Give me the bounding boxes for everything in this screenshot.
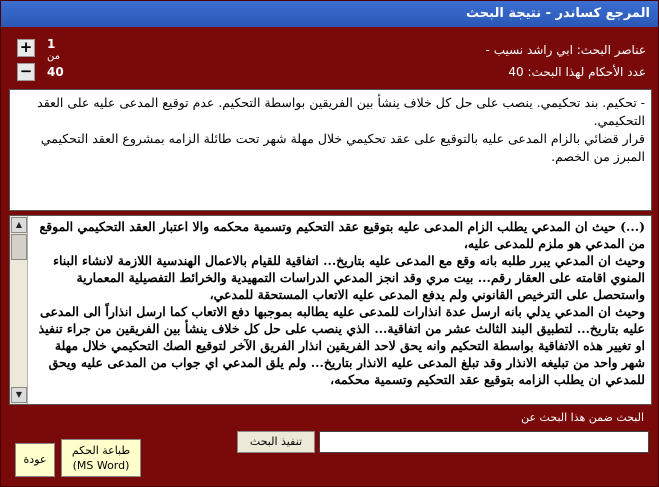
fulltext-paragraph: (...) حيث ان المدعي يطلب الزام المدعى عليه بتوقيع عقد التحكيم وتسمية محكمه والا اعتبار العقد التحكيمي الموقع من المدعي هو ملزم للمدعى عليه، (39, 219, 645, 251)
print-button-format: (MS Word) (72, 459, 130, 472)
scroll-up-arrow-icon[interactable]: ▲ (11, 217, 27, 233)
search-info (246, 39, 646, 83)
next-result-button[interactable]: + (17, 39, 35, 57)
fulltext-scrollbar[interactable] (10, 216, 28, 404)
window-title: المرجع كساندر - نتيجة البحث (1, 1, 658, 27)
search-info-panel (7, 31, 654, 83)
previous-result-button[interactable]: − (17, 63, 35, 81)
summary-paragraph: - تحكيم. بند تحكيمي. ينصب على حل كل خلاف ينشأ بين الفريقين بواسطة التحكيم. عدم توقيع المدعى عليه على العقد التحكيمي. (37, 95, 645, 128)
scroll-thumb[interactable] (11, 234, 27, 260)
search-elements-text: عناصر البحث: ابي راشد نسيب - (485, 43, 646, 57)
fulltext-content (30, 216, 651, 404)
scroll-down-arrow-icon[interactable]: ▼ (11, 387, 27, 403)
summary-paragraph: قرار قضائي بالزام المدعى عليه بالتوقيع على عقد تحكيمي خلال مهلة شهر تحت طائلة الزامه بمشروع العقد التحكيمي المبرز من الخصم. (40, 131, 645, 164)
ruling-summary (9, 89, 652, 211)
fulltext-paragraph: وحيث ان المدعي يبرر طلبه بانه وقع مع المدعى عليه بتاريخ... اتفاقية للقيام بالاعمال الهندسية اللازمة لانشاء البناء المنوي اقامته على العقار رقم... بيت مري وقد انجز المدعي الدراسات التمهيدية والخرائط التفصيلية المعمارية واستحصل على الترخيص القانوني ولم يدفع المدعى عليه الاتعاب المستحقة للمدعي، (53, 253, 645, 302)
counter-separator: من (47, 51, 60, 62)
total-results-number: 40 (47, 65, 64, 79)
print-button-label: طباعة الحكم (71, 444, 131, 457)
results-count-text: عدد الأحكام لهذا البحث: 40 (508, 65, 646, 79)
execute-search-button[interactable]: تنفيذ البحث (237, 431, 315, 453)
search-within-label: البحث ضمن هذا البحث عن (521, 411, 644, 424)
back-button[interactable]: عودة (15, 443, 55, 477)
print-ruling-button[interactable] (61, 439, 141, 477)
fulltext-paragraph: وحيث ان المدعي يدلي بانه ارسل عدة انذارات للمدعى عليه يطالبه بموجبها دفع الاتعاب كما ارسل انذاراً الى المدعى عليه بتاريخ... لتطبيق البند الثالث عشر من اتفاقية... الذي ينصب على حل كل خلاف ينشأ بين الفريقين من جراء تنفيذ او تغيير هذه الاتفاقية بواسطة التحكيم وانه يحق لاحد الفريقين انذار الفريق الآخر لتوقيع الصك التحكيمي خلال مهلة شهر واحد من تبليغه الانذار وقد تبلغ المدعى عليه الانذار بتاريخ... ولم يلق المدعي اي جواب من المدعى عليه ويحق للمدعي ان يطلب الزامه بتوقيع عقد التحكيم وتسمية محكمه، (38, 304, 645, 387)
search-within-input[interactable] (319, 431, 649, 453)
result-counter (13, 37, 73, 81)
ruling-fulltext[interactable] (9, 215, 652, 405)
current-result-number: 1 (47, 37, 56, 51)
